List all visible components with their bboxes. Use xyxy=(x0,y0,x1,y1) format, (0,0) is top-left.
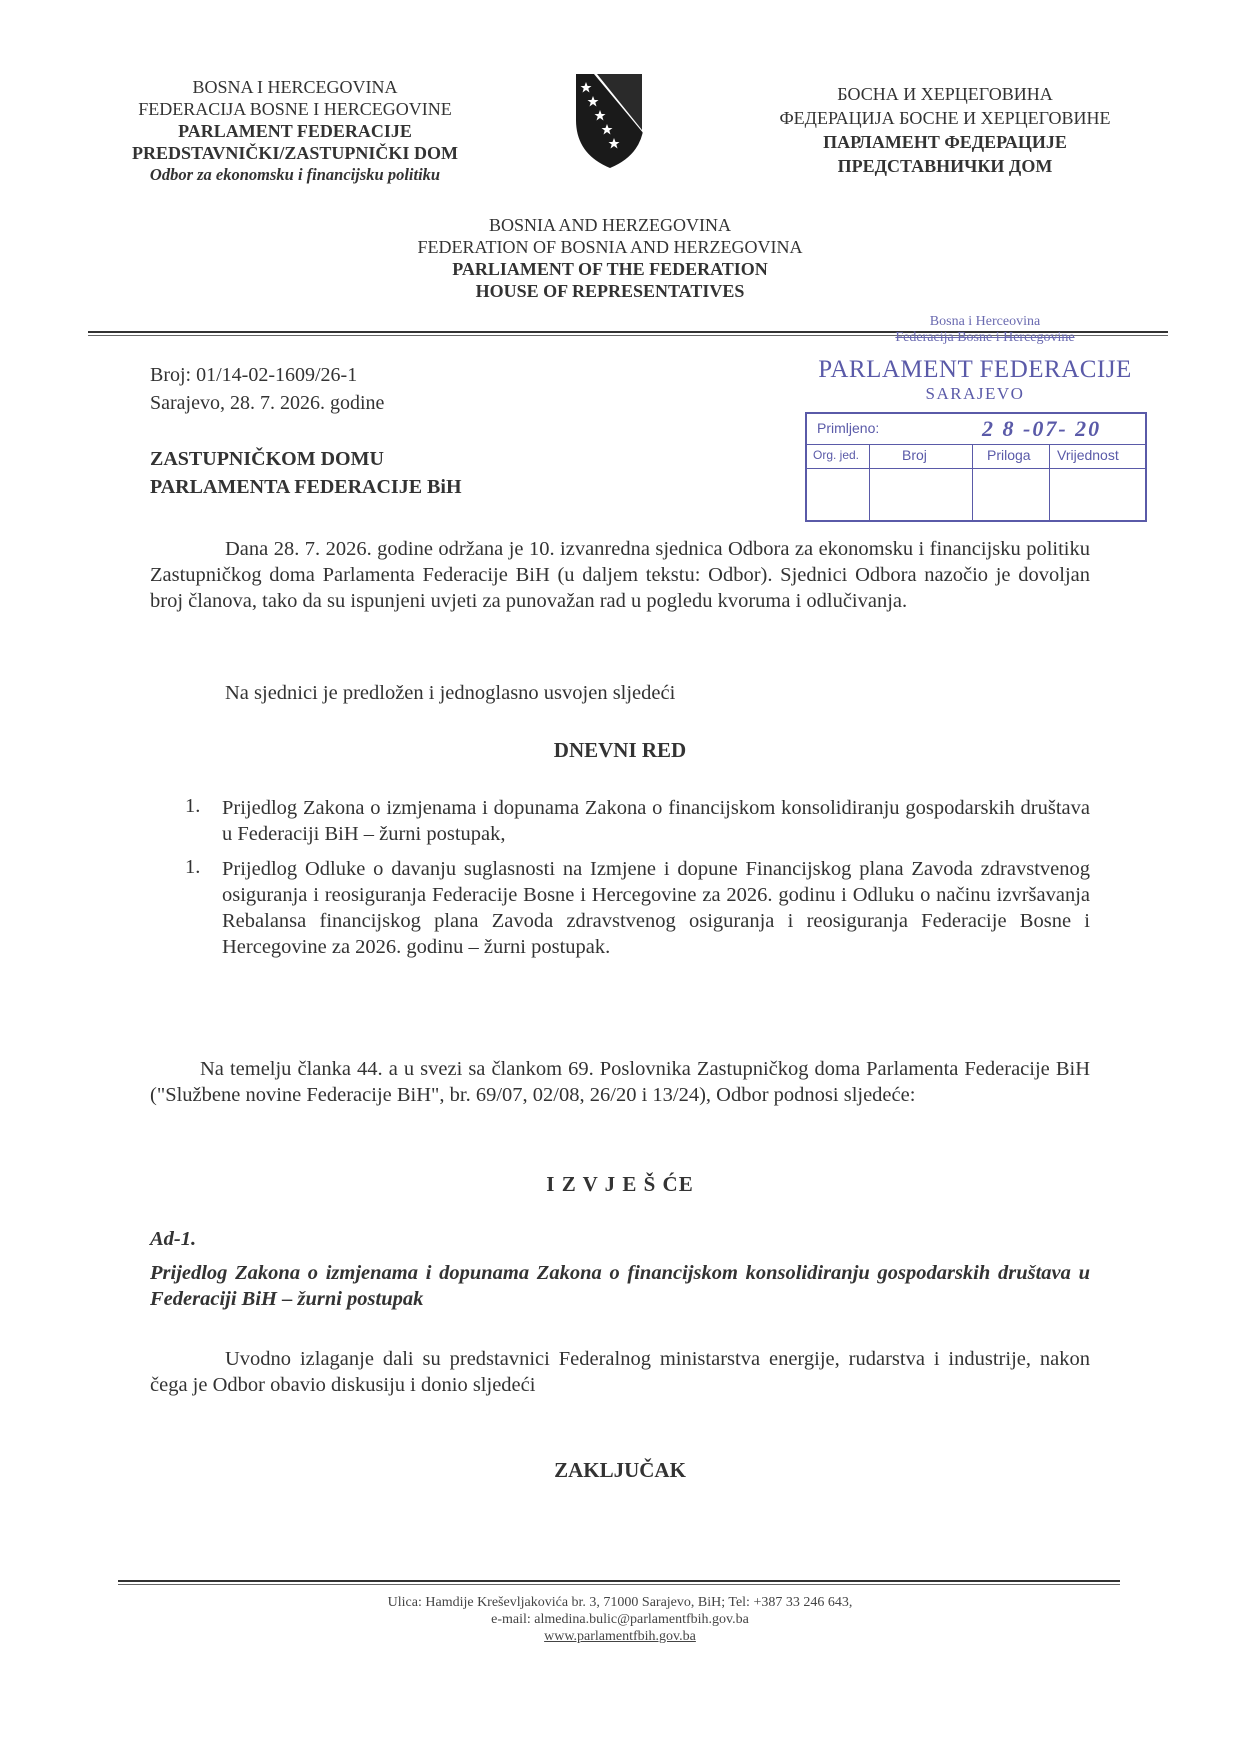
header-left-federation: FEDERACIJA BOSNE I HERCEGOVINE xyxy=(138,99,452,119)
header-left-committee: Odbor za ekonomsku i financijsku politiku xyxy=(149,165,441,184)
header-right-house: ПРЕДСТАВНИЧКИ ДОМ xyxy=(837,156,1053,176)
stamp-divider xyxy=(972,444,973,520)
header-right-block xyxy=(745,82,1145,178)
header-left-house: PREDSTAVNIČKI/ZASTUPNIČKI DOM xyxy=(132,143,458,163)
header-center-country: BOSNIA AND HERZEGOVINA xyxy=(489,215,731,235)
stamp-divider xyxy=(1049,444,1050,520)
conclusion-title: ZAKLJUČAK xyxy=(554,1458,686,1482)
stamp-row-received xyxy=(807,414,1145,445)
agenda-intro: Na sjednici je predložen i jednoglasno usvojen sljedeći xyxy=(225,682,676,704)
footer-website-link[interactable]: www.parlamentfbih.gov.ba xyxy=(544,1629,696,1644)
stamp-city: SARAJEVO xyxy=(925,384,1025,403)
legal-basis-paragraph: Na temelju članka 44. a u svezi sa člankom 69. Poslovnika Zastupničkog doma Parlamenta Federacije BiH ("Službene novine Federacije BiH", br. 69/07, 02/08, 26/20 i 13/24), Odbor podnosi sljedeće: xyxy=(150,1058,1090,1106)
stamp-col-number: Broj xyxy=(902,447,927,463)
addressee-line2: PARLAMENTA FEDERACIJE BiH xyxy=(150,476,462,498)
agenda-title: DNEVNI RED xyxy=(553,738,687,762)
footer-divider xyxy=(118,1580,1120,1582)
footer-address: Ulica: Hamdije Kreševljakovića br. 3, 71000 Sarajevo, BiH; Tel: +387 33 246 643, xyxy=(387,1595,853,1610)
agenda-item-number: 1. xyxy=(185,795,201,817)
stamp-col-value: Vrijednost xyxy=(1057,447,1119,463)
header-center-federation: FEDERATION OF BOSNIA AND HERZEGOVINA xyxy=(417,237,803,257)
document-place-date: Sarajevo, 28. 7. 2026. godine xyxy=(150,392,385,414)
ad-label: Ad-1. xyxy=(150,1228,197,1250)
intro-paragraph: Dana 28. 7. 2026. godine održana je 10. izvanredna sjednica Odbora za ekonomsku i financijsku politiku Zastupničkog doma Parlamenta Federacije BiH (u daljem tekstu: Odbor). Sjednici Odbora nazočio je dovoljan broj članova, tako da su ispunjeni uvjeti za punovažan rad u pogledu kvoruma i odlučivanja. xyxy=(150,538,1090,612)
header-left-block xyxy=(100,76,490,186)
stamp-divider xyxy=(869,444,870,520)
stamp-parliament: PARLAMENT FEDERACIJE xyxy=(818,356,1132,383)
stamp-received-date: 2 8 -07- 20 xyxy=(982,416,1102,441)
stamp-received-label: Primljeno: xyxy=(817,420,880,436)
agenda-item-text: Prijedlog Odluke o davanju suglasnosti na Izmjene i dopune Financijskog plana Zavoda zdravstvenog osiguranja i reosiguranja Federacije Bosne i Hercegovine za 2026. godinu i Odluku o načinu izvršavanja Rebalansa financijskog plana Zavoda zdravstvenog osiguranja i reosiguranja Federacije Bosne i Hercegovine za 2026. godinu – žurni postupak. xyxy=(222,858,1090,958)
stamp-federation: Federacija Bosne i Hercegovine xyxy=(895,330,1075,345)
ad-paragraph: Uvodno izlaganje dali su predstavnici Federalnog ministarstva energije, rudarstva i industrije, nakon čega je Odbor obavio diskusiju i donio sljedeći xyxy=(150,1348,1090,1396)
header-right-country: БОСНА И ХЕРЦЕГОВИНА xyxy=(837,84,1053,104)
ad-title: Prijedlog Zakona o izmjenama i dopunama Zakona o financijskom konsolidiranju gospodarskih društava u Federaciji BiH – žurni postupak xyxy=(150,1262,1090,1310)
stamp-col-attachments: Priloga xyxy=(987,447,1031,463)
footer-email: e-mail: almedina.bulic@parlamentfbih.gov.ba xyxy=(491,1612,749,1627)
received-stamp-box xyxy=(805,412,1147,522)
report-title: I Z V J E Š ĆE xyxy=(546,1172,694,1196)
agenda-item-text: Prijedlog Zakona o izmjenama i dopunama Zakona o financijskom konsolidiranju gospodarskih društava u Federaciji BiH – žurni postupak, xyxy=(222,797,1090,845)
stamp-country: Bosna i Herceovina xyxy=(929,314,1041,329)
addressee-line1: ZASTUPNIČKOM DOMU xyxy=(150,448,384,470)
footer-block xyxy=(200,1594,1040,1645)
stamp-row-columns xyxy=(807,444,1145,469)
header-center-parliament: PARLIAMENT OF THE FEDERATION xyxy=(452,259,768,279)
header-right-parliament: ПАРЛАМЕНТ ФЕДЕРАЦИЈЕ xyxy=(823,132,1067,152)
header-center-block xyxy=(370,214,850,302)
stamp-header xyxy=(880,314,1090,346)
stamp-col-org: Org. jed. xyxy=(813,448,860,462)
document-number: Broj: 01/14-02-1609/26-1 xyxy=(150,364,358,386)
header-center-house: HOUSE OF REPRESENTATIVES xyxy=(475,281,745,301)
header-right-federation: ФЕДЕРАЦИЈА БОСНЕ И ХЕРЦЕГОВИНЕ xyxy=(779,108,1111,128)
agenda-item-number: 1. xyxy=(185,856,201,878)
footer-divider-thin xyxy=(118,1584,1120,1585)
header-left-country: BOSNA I HERCEGOVINA xyxy=(192,77,398,97)
header-left-parliament: PARLAMENT FEDERACIJE xyxy=(178,121,412,141)
coat-of-arms-icon xyxy=(572,72,648,170)
